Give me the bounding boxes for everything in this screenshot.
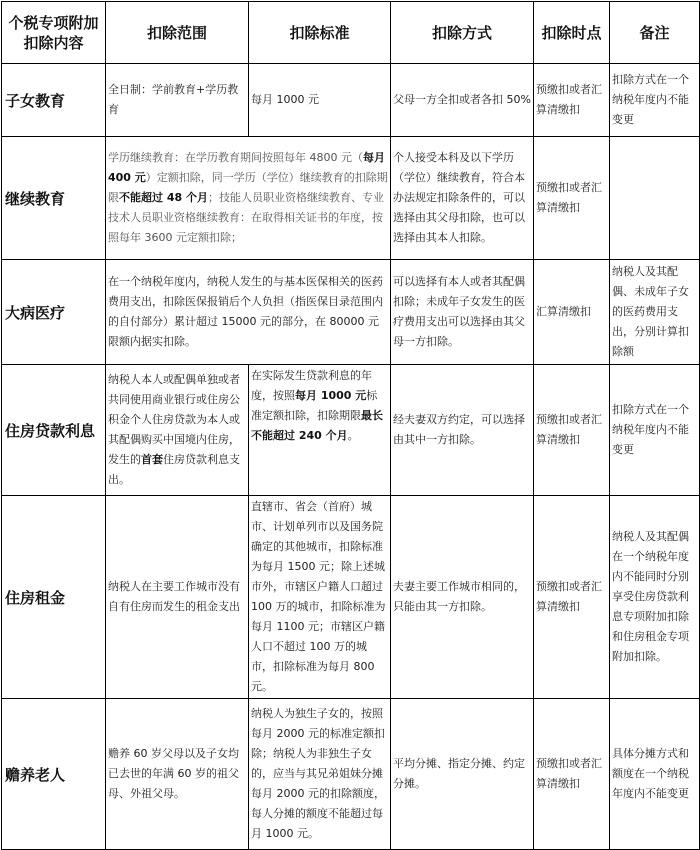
row-timing: 预缴扣或者汇算清缴扣 — [534, 496, 610, 699]
row-scope: 全日制：学前教育+学历教育 — [106, 64, 249, 137]
row-scope: 赡养 60 岁父母以及子女均已去世的年满 60 岁的祖父母、外祖父母。 — [106, 699, 249, 850]
row-note — [610, 137, 700, 260]
row-scope-standard: 在一个纳税年度内，纳税人发生的与基本医保相关的医药费用支出，扣除医保报销后个人负担（指医保目录范围内的自付部分）累计超过 15000 元的部分，在 80000 元限额内据实扣除。 — [106, 260, 391, 365]
deduction-table — [1, 1, 700, 850]
row-standard: 纳税人为独生子女的，按照每月 2000 元的标准定额扣除；纳税人为非独生子女的，应当与其兄弟姐妹分摊每月 2000 元的扣除额度，每人分摊的额度不能超过每月 1000 元。 — [249, 699, 391, 850]
row-scope: 纳税人本人或配偶单独或者共同使用商业银行或住房公积金个人住房贷款为本人或其配偶购买中国境内住房，发生的首套住房贷款利息支出。 — [106, 365, 249, 496]
row-item: 赡养老人 — [2, 699, 106, 850]
row-item: 子女教育 — [2, 64, 106, 137]
row-item: 继续教育 — [2, 137, 106, 260]
row-timing: 预缴扣或者汇算清缴扣 — [534, 64, 610, 137]
table-row — [2, 699, 700, 850]
row-timing: 预缴扣或者汇算清缴扣 — [534, 365, 610, 496]
row-method: 可以选择有本人或者其配偶扣除；未成年子女发生的医疗费用支出可以选择由其父母一方扣除。 — [391, 260, 534, 365]
row-item: 住房贷款利息 — [2, 365, 106, 496]
row-item: 大病医疗 — [2, 260, 106, 365]
row-standard: 每月 1000 元 — [249, 64, 391, 137]
row-timing: 预缴扣或者汇算清缴扣 — [534, 699, 610, 850]
header-row — [2, 2, 700, 64]
table-row — [2, 260, 700, 365]
row-note: 纳税人及其配偶、未成年子女的医药费用支出，分别计算扣除额 — [610, 260, 700, 365]
row-method: 平均分摊、指定分摊、约定分摊。 — [391, 699, 534, 850]
row-timing: 汇算清缴扣 — [534, 260, 610, 365]
row-method: 经夫妻双方约定，可以选择由其中一方扣除。 — [391, 365, 534, 496]
header-timing: 扣除时点 — [534, 2, 610, 64]
row-method: 父母一方全扣或者各扣 50% — [391, 64, 534, 137]
row-note: 具体分摊方式和额度在一个纳税年度内不能变更 — [610, 699, 700, 850]
row-timing: 预缴扣或者汇算清缴扣 — [534, 137, 610, 260]
row-method: 个人接受本科及以下学历（学位）继续教育，符合本办法规定扣除条件的，可以选择由其父母扣除，也可以选择由其本人扣除。 — [391, 137, 534, 260]
header-standard: 扣除标准 — [249, 2, 391, 64]
row-note: 扣除方式在一个纳税年度内不能变更 — [610, 365, 700, 496]
row-method: 夫妻主要工作城市相同的，只能由其一方扣除。 — [391, 496, 534, 699]
table-row — [2, 137, 700, 260]
table-row — [2, 365, 700, 496]
row-standard: 直辖市、省会（首府）城市、计划单列市以及国务院确定的其他城市，扣除标准为每月 1500 元；除上述城市外，市辖区户籍人口超过 100 万的城市，扣除标准为每月 1100 元；市辖区户籍人口不超过 100 万的城市，扣除标准为每月 800 元。 — [249, 496, 391, 699]
table-row — [2, 64, 700, 137]
row-note: 扣除方式在一个纳税年度内不能变更 — [610, 64, 700, 137]
row-standard: 在实际发生贷款利息的年度，按照每月 1000 元标准定额扣除，扣除期限最长不能超过 240 个月。 — [249, 365, 391, 496]
row-scope: 纳税人在主要工作城市没有自有住房而发生的租金支出 — [106, 496, 249, 699]
header-method: 扣除方式 — [391, 2, 534, 64]
header-note: 备注 — [610, 2, 700, 64]
row-scope-standard: 学历继续教育：在学历教育期间按照每年 4800 元（每月 400 元）定额扣除，同一学历（学位）继续教育的扣除期限不能超过 48 个月；技能人员职业资格继续教育、专业技术人员职业资格继续教育：在取得相关证书的年度，按照每年 3600 元定额扣除； — [106, 137, 391, 260]
row-item: 住房租金 — [2, 496, 106, 699]
table-row — [2, 496, 700, 699]
header-item: 个税专项附加扣除内容 — [2, 2, 106, 64]
header-scope: 扣除范围 — [106, 2, 249, 64]
row-note: 纳税人及其配偶在一个纳税年度内不能同时分别享受住房贷款利息专项附加扣除和住房租金专项附加扣除。 — [610, 496, 700, 699]
